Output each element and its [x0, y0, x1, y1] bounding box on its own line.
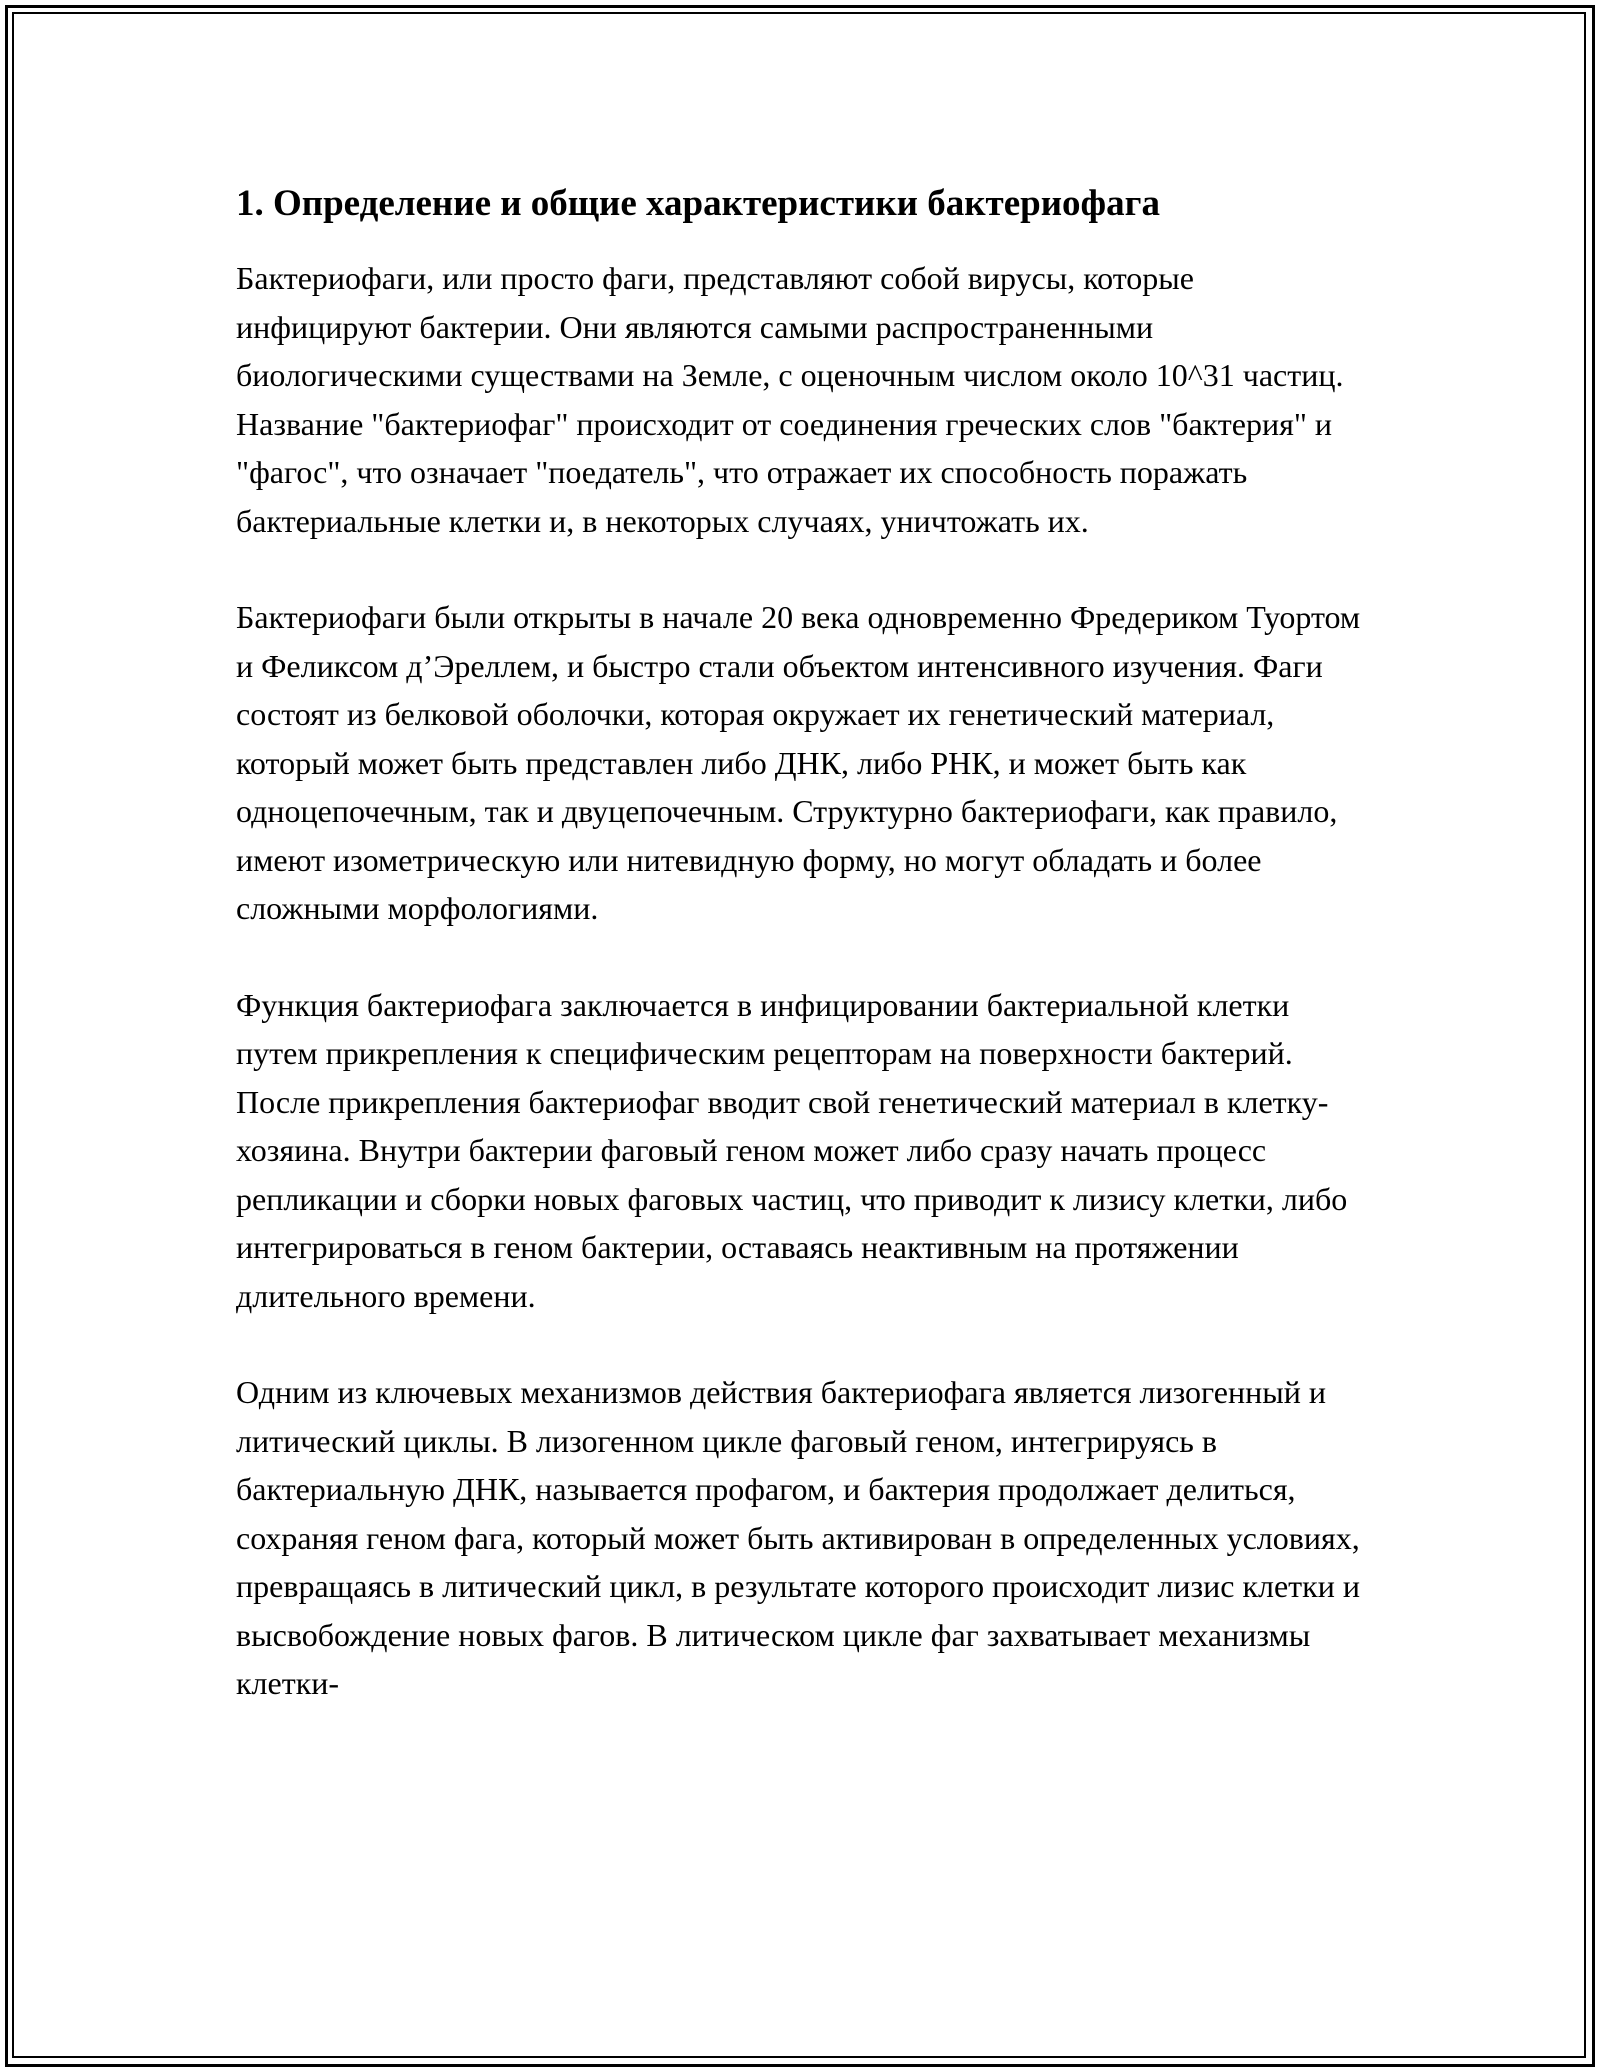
- paragraph-1: Бактериофаги, или просто фаги, представляют собой вирусы, которые инфицируют бактерии. Они являются самыми распространенными биологическими существами на Земле, с оценочным числом около 10^31 частиц. Название "бактериофаг" происходит от соединения греческих слов "бактерия" и "фагос", что означает "поедатель", что отражает их способность поражать бактериальные клетки и, в некоторых случаях, уничтожать их.: [236, 260, 1344, 539]
- paragraph-3: Функция бактериофага заключается в инфицировании бактериальной клетки путем прикрепления к специфическим рецепторам на поверхности бактерий. После прикрепления бактериофаг вводит свой генетический материал в клетку-хозяина. Внутри бактерии фаговый геном может либо сразу начать процесс репликации и сборки новых фаговых частиц, что приводит к лизису клетки, либо интегрироваться в геном бактерии, оставаясь неактивным на протяжении длительного времени.: [236, 986, 1348, 1314]
- document-body: [236, 180, 1366, 1756]
- paragraph-2: Бактериофаги были открыты в начале 20 века одновременно Фредериком Туортом и Феликсом д’Эреллем, и быстро стали объектом интенсивного изучения. Фаги состоят из белковой оболочки, которая окружает их генетический материал, который может быть представлен либо ДНК, либо РНК, и может быть как одноцепочечным, так и двуцепочечным. Структурно бактериофаги, как правило, имеют изометрическую или нитевидную форму, но могут обладать и более сложными морфологиями.: [236, 599, 1361, 927]
- section-heading: 1. Определение и общие характеристики бактериофага: [236, 183, 1160, 224]
- paragraph-4: Одним из ключевых механизмов действия бактериофага является лизогенный и литический циклы. В лизогенном цикле фаговый геном, интегрируясь в бактериальную ДНК, называется профагом, и бактерия продолжает делиться, сохраняя геном фага, который может быть активирован в определенных условиях, превращаясь в литический цикл, в результате которого происходит лизис клетки и высвобождение новых фагов. В литическом цикле фаг захватывает механизмы клетки-: [236, 1374, 1360, 1702]
